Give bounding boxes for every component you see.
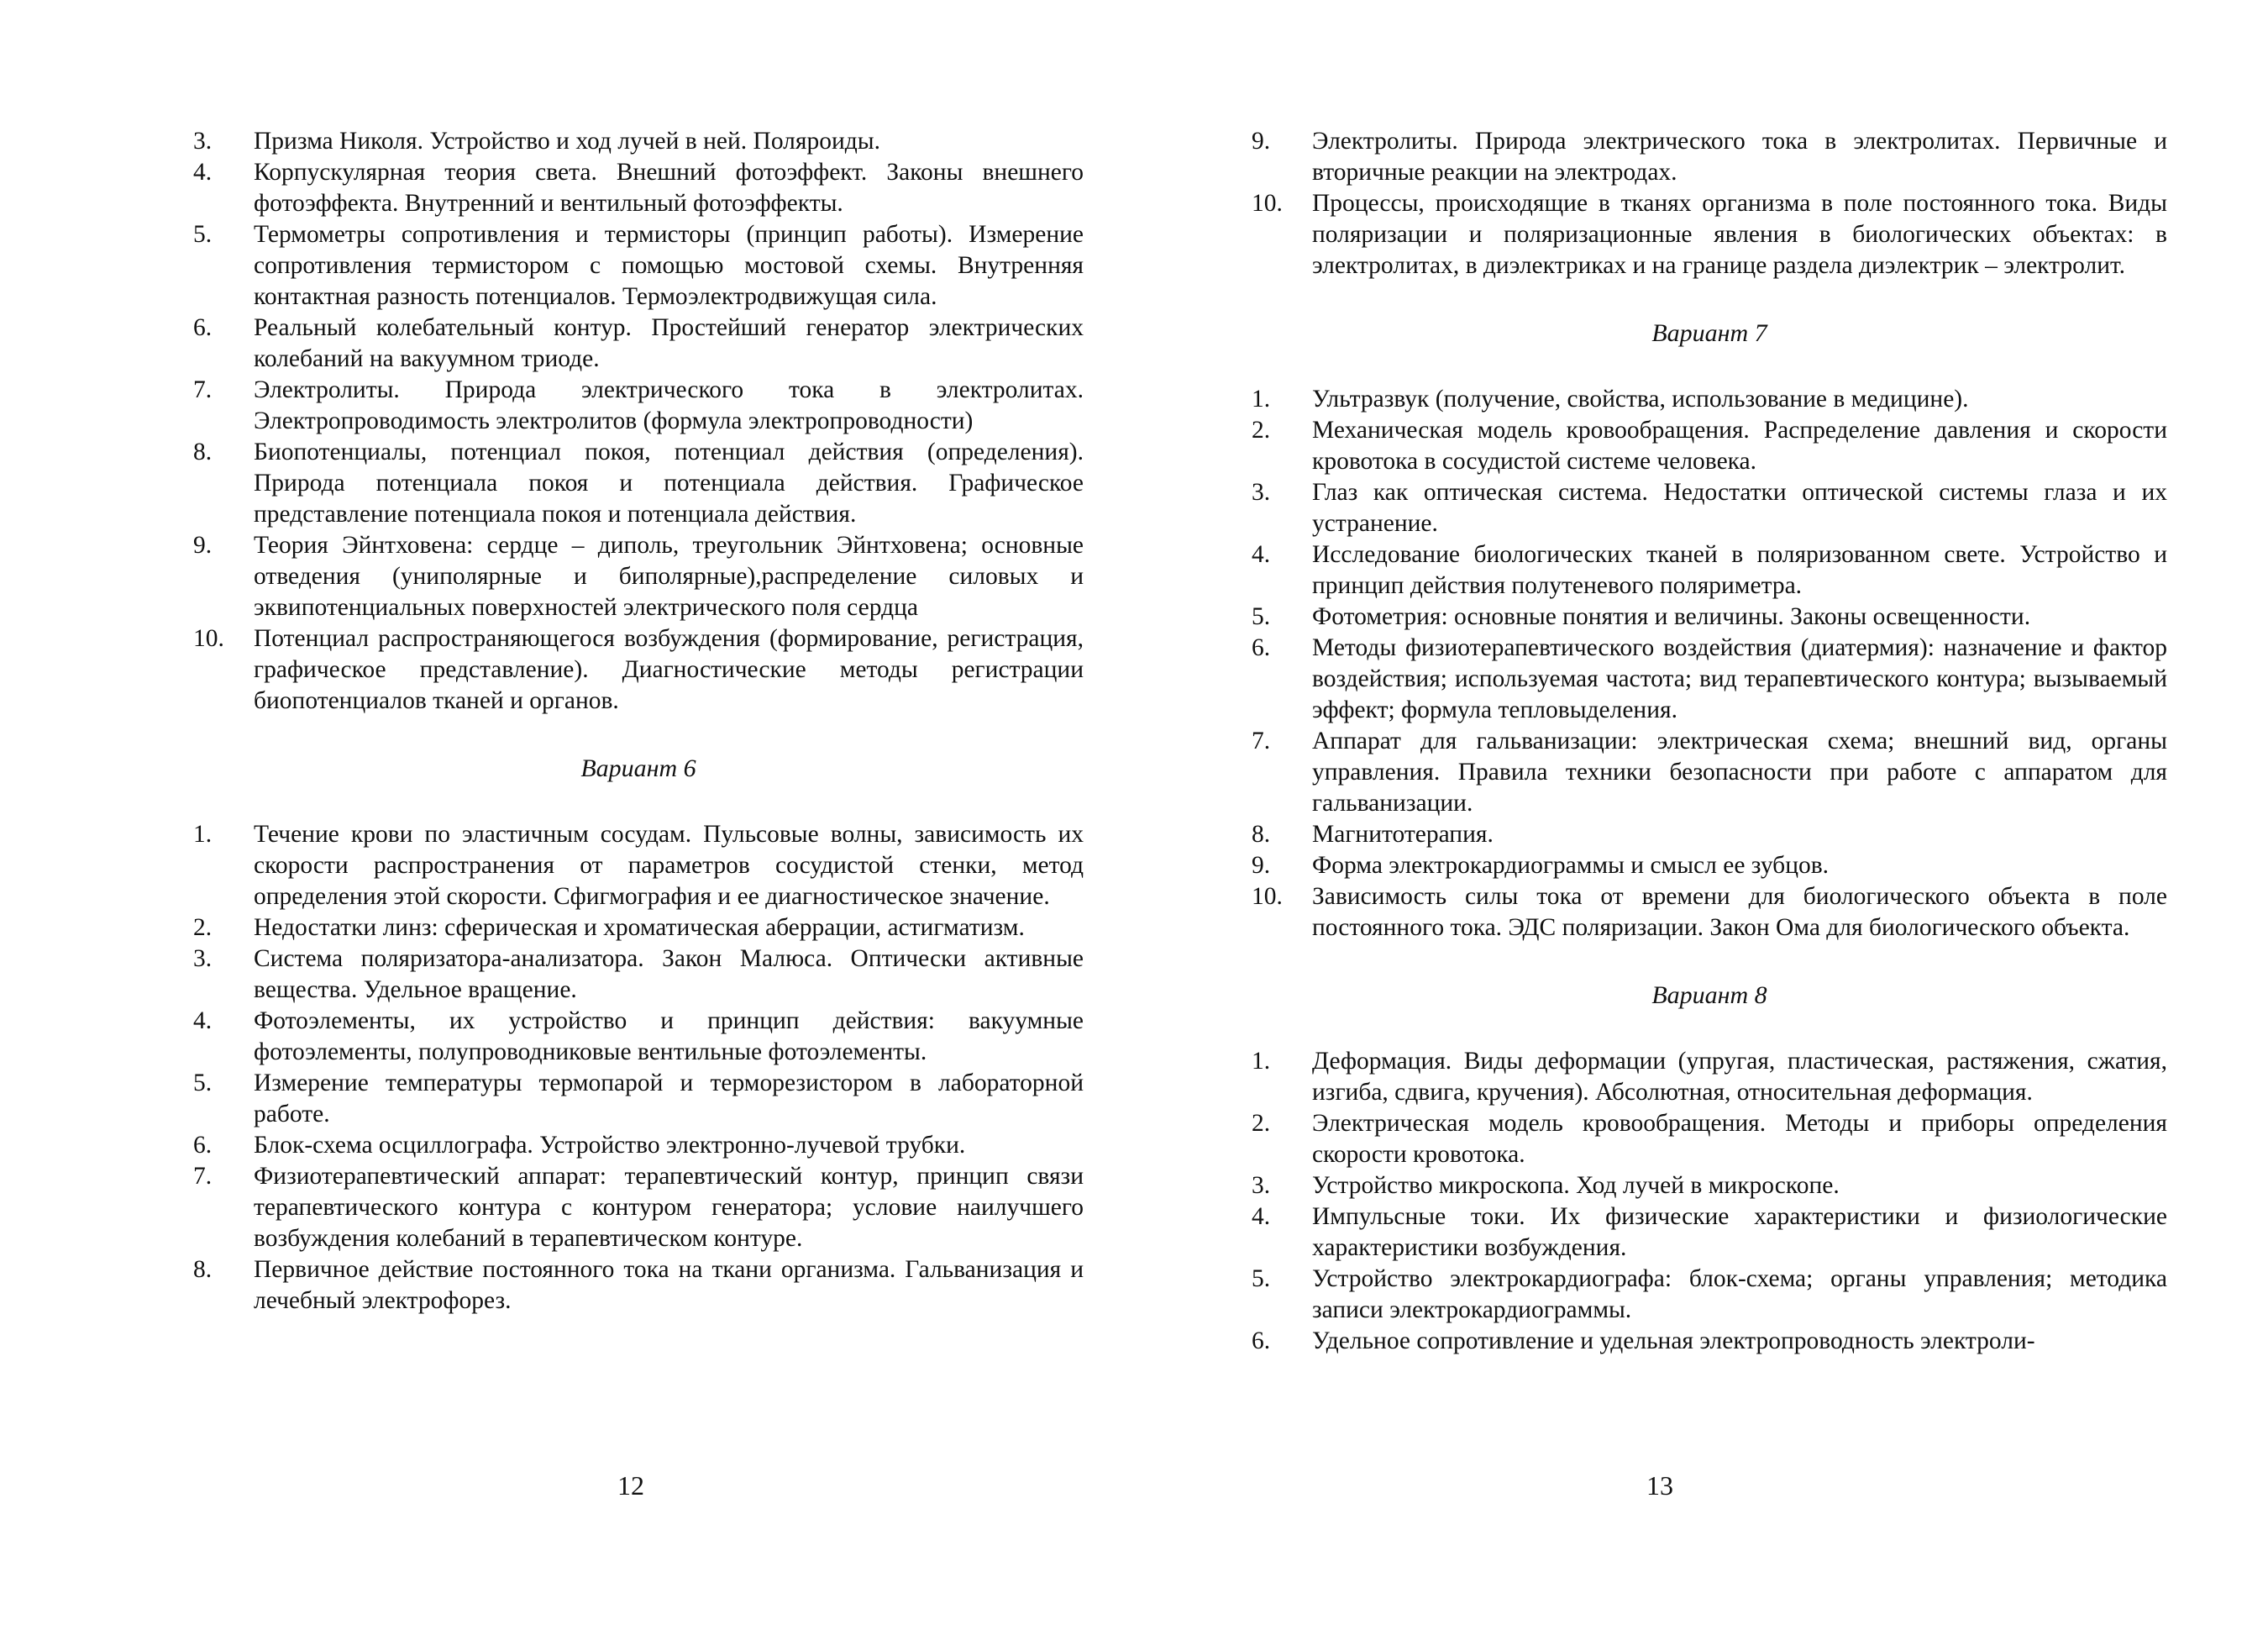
list-item (1252, 188, 2167, 281)
item-text: Фотометрия: основные понятия и величины. Законы освещенности. (1312, 603, 2031, 630)
list-item (1252, 126, 2167, 188)
item-number: 5. (1252, 603, 1271, 630)
item-number: 3. (1252, 479, 1271, 506)
item-text: Ультразвук (получение, свойства, использование в медицине). (1312, 386, 1969, 413)
item-text: Термометры сопротивления и термисторы (принцип работы). Измерение сопротивления термистором с помощью мостовой схемы. Внутренняя контактная разность потенциалов. Термоэлектродвижущая сила. (254, 221, 1084, 310)
list-item (1252, 1264, 2167, 1326)
page-number: 12 (617, 1470, 644, 1501)
item-number: 1. (193, 821, 213, 848)
item-text: Электролиты. Природа электрического тока в электролитах. Электропроводимость электролитов (формула электропроводности) (254, 376, 1084, 434)
item-text: Физиотерапевтический аппарат: терапевтический контур, принцип связи терапевтического контура с контуром генератора; условие наилучшего возбуждения колебаний в терапевтическом контуре. (254, 1163, 1084, 1252)
list-item (1252, 384, 2167, 415)
item-text: Корпускулярная теория света. Внешний фотоэффект. Законы внешнего фотоэффекта. Внутренний и вентильный фотоэффекты. (254, 159, 1084, 217)
list-item (193, 1006, 1084, 1068)
question-list (1252, 126, 2167, 281)
item-number: 6. (193, 1132, 213, 1159)
list-item (193, 912, 1084, 944)
item-text: Исследование биологических тканей в поляризованном свете. Устройство и принцип действия полутеневого поляриметра. (1312, 541, 2167, 599)
item-text: Деформация. Виды деформации (упругая, пластическая, растяжения, сжатия, изгиба, сдвига, кручения). Абсолютная, относительная деформация. (1312, 1048, 2167, 1106)
item-text: Зависимость силы тока от времени для биологического объекта в поле постоянного тока. ЭДС поляризации. Закон Ома для биологического объекта. (1312, 883, 2167, 941)
question-list (1252, 384, 2167, 944)
item-number: 4. (193, 159, 213, 186)
left-column (193, 126, 1084, 1317)
item-text: Измерение температуры термопарой и терморезистором в лабораторной работе. (254, 1070, 1084, 1128)
item-number: 5. (193, 221, 213, 248)
item-number: 2. (193, 914, 213, 941)
list-item (193, 375, 1084, 437)
item-number: 3. (1252, 1172, 1271, 1199)
list-item (193, 1254, 1084, 1317)
item-number: 3. (193, 128, 213, 155)
item-text: Импульсные токи. Их физические характеристики и физиологические характеристики возбуждения. (1312, 1203, 2167, 1261)
list-item (1252, 1201, 2167, 1264)
item-text: Процессы, происходящие в тканях организма в поле постоянного тока. Виды поляризации и поляризационные явления в биологических объектах: в электролитах, в диэлектриках и на границе раздела диэлектрик – электролит. (1312, 190, 2167, 279)
list-item (1252, 415, 2167, 477)
item-number: 4. (193, 1007, 213, 1034)
list-item (193, 219, 1084, 313)
item-text: Электрическая модель кровообращения. Методы и приборы определения скорости кровотока. (1312, 1110, 2167, 1168)
item-number: 10. (1252, 190, 1283, 217)
right-column (1252, 126, 2167, 1357)
list-item (1252, 1108, 2167, 1170)
item-text: Методы физиотерапевтического воздействия (диатермия): назначение и фактор воздействия; используемая частота; вид терапевтического контура; вызываемый эффект; формула тепловыделения. (1312, 634, 2167, 723)
list-item (1252, 881, 2167, 944)
item-text: Призма Николя. Устройство и ход лучей в ней. Поляроиды. (254, 128, 880, 155)
list-item (193, 157, 1084, 219)
item-text: Форма электрокардиограммы и смысл ее зубцов. (1312, 852, 1830, 879)
item-text: Устройство электрокардиографа: блок-схема; органы управления; методика записи электрокардиограммы. (1312, 1265, 2167, 1323)
item-text: Блок-схема осциллографа. Устройство электронно-лучевой трубки. (254, 1132, 966, 1159)
list-item (193, 819, 1084, 912)
variant-heading: Вариант 7 (1651, 319, 1767, 347)
item-text: Реальный колебательный контур. Простейший генератор электрических колебаний на вакуумном триоде. (254, 314, 1084, 372)
right-page (1134, 0, 2268, 1640)
list-item (193, 1068, 1084, 1130)
item-number: 5. (193, 1070, 213, 1096)
item-number: 5. (1252, 1265, 1271, 1292)
item-number: 9. (1252, 852, 1271, 879)
list-item (193, 1161, 1084, 1254)
item-text: Удельное сопротивление и удельная электропроводность электроли- (1312, 1327, 2035, 1354)
item-text: Механическая модель кровообращения. Распределение давления и скорости кровотока в сосудистой системе человека. (1312, 417, 2167, 475)
item-text: Аппарат для гальванизации: электрическая схема; внешний вид, органы управления. Правила техники безопасности при работе с аппаратом для гальванизации. (1312, 728, 2167, 817)
list-item (193, 623, 1084, 717)
item-text: Первичное действие постоянного тока на ткани организма. Гальванизация и лечебный электрофорез. (254, 1256, 1084, 1314)
item-text: Теория Эйнтховена: сердце – диполь, треугольник Эйнтховена; основные отведения (униполярные и биполярные),распределение силовых и эквипотенциальных поверхностей электрического поля сердца (254, 532, 1084, 621)
item-text: Магнитотерапия. (1312, 821, 1494, 848)
item-number: 10. (1252, 883, 1283, 910)
item-number: 7. (193, 376, 213, 403)
item-number: 9. (193, 532, 213, 559)
item-number: 3. (193, 945, 213, 972)
item-number: 8. (1252, 821, 1271, 848)
item-text: Биопотенциалы, потенциал покоя, потенциал действия (определения). Природа потенциала покоя и потенциала действия. Графическое представление потенциала покоя и потенциала действия. (254, 439, 1084, 528)
list-item (1252, 633, 2167, 726)
item-number: 8. (193, 439, 213, 465)
item-number: 6. (193, 314, 213, 341)
item-number: 6. (1252, 1327, 1271, 1354)
list-item (193, 530, 1084, 623)
item-number: 2. (1252, 1110, 1271, 1137)
list-item (193, 126, 1084, 157)
variant-heading: Вариант 8 (1651, 981, 1767, 1009)
item-number: 7. (1252, 728, 1271, 754)
page-number: 13 (1646, 1470, 1673, 1501)
list-item (1252, 539, 2167, 602)
list-item (193, 1130, 1084, 1161)
list-item (1252, 602, 2167, 633)
list-item (1252, 850, 2167, 881)
item-text: Глаз как оптическая система. Недостатки оптической системы глаза и их устранение. (1312, 479, 2167, 537)
question-list (193, 819, 1084, 1317)
item-number: 4. (1252, 541, 1271, 568)
item-text: Электролиты. Природа электрического тока в электролитах. Первичные и вторичные реакции на электродах. (1312, 128, 2167, 186)
list-item (193, 944, 1084, 1006)
item-text: Недостатки линз: сферическая и хроматическая аберрации, астигматизм. (254, 914, 1025, 941)
list-item (193, 313, 1084, 375)
list-item (1252, 726, 2167, 819)
list-item (1252, 477, 2167, 539)
item-number: 2. (1252, 417, 1271, 444)
item-text: Течение крови по эластичным сосудам. Пульсовые волны, зависимость их скорости распространения от параметров сосудистой стенки, метод определения этой скорости. Сфигмография и ее диагностическое значение. (254, 821, 1084, 910)
item-number: 10. (193, 625, 224, 652)
item-text: Устройство микроскопа. Ход лучей в микроскопе. (1312, 1172, 1840, 1199)
item-number: 8. (193, 1256, 213, 1283)
item-text: Система поляризатора-анализатора. Закон Малюса. Оптически активные вещества. Удельное вращение. (254, 945, 1084, 1003)
item-number: 9. (1252, 128, 1271, 155)
item-text: Потенциал распространяющегося возбуждения (формирование, регистрация, графическое представление). Диагностические методы регистрации биопотенциалов тканей и органов. (254, 625, 1084, 714)
item-number: 1. (1252, 1048, 1271, 1075)
list-item (1252, 1170, 2167, 1201)
list-item (1252, 819, 2167, 850)
item-text: Фотоэлементы, их устройство и принцип действия: вакуумные фотоэлементы, полупроводниковые вентильные фотоэлементы. (254, 1007, 1084, 1065)
item-number: 6. (1252, 634, 1271, 661)
list-item (1252, 1046, 2167, 1108)
item-number: 4. (1252, 1203, 1271, 1230)
variant-heading: Вариант 6 (580, 754, 696, 782)
question-list (1252, 1046, 2167, 1357)
list-item (1252, 1326, 2167, 1357)
question-list (193, 126, 1084, 717)
item-number: 7. (193, 1163, 213, 1190)
item-number: 1. (1252, 386, 1271, 413)
list-item (193, 437, 1084, 530)
